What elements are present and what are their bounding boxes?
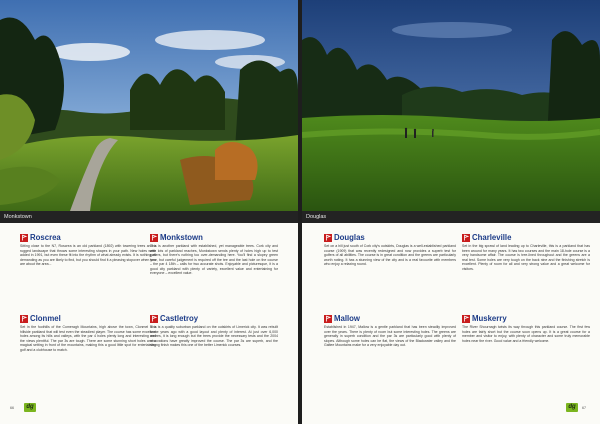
section-body: Set in the big sprawl of land leading up to Charleville, this is a parkland that has been around for many years. It has two courses and the main 18-hole course is a very handsome affair. The course is tree-lined throughout and the greens are a real test. Some holes are very tough on the back nine and the finishing stretch is excellent. Plenty of room for all and very strong value and a great welcome for visitors. bbox=[462, 244, 590, 271]
section-title: Mallow bbox=[334, 314, 360, 323]
section-heading bbox=[324, 314, 456, 324]
monkstown-photo-image bbox=[0, 0, 298, 211]
course-section-douglas bbox=[324, 233, 456, 267]
page-number: 67 bbox=[582, 406, 586, 410]
section-heading bbox=[462, 233, 590, 243]
section-body: The River Shournagh twists its way through this parkland course. The first few holes are fairly short but the course soon opens up. It is a great course for a member and visitor to enjoy, with plenty of character and some truly memorable holes near the river. Good value and a friendly welcome. bbox=[462, 325, 590, 343]
section-title: Clonmel bbox=[30, 314, 61, 323]
douglas-course-photo bbox=[302, 0, 600, 211]
section-heading bbox=[150, 233, 278, 243]
course-section-muskerry bbox=[462, 314, 590, 343]
course-section-mallow bbox=[324, 314, 456, 348]
golf-flag-icon bbox=[462, 315, 470, 323]
golf-flag-icon bbox=[150, 234, 158, 242]
golf-flag-icon bbox=[324, 315, 332, 323]
photo-caption: Douglas bbox=[306, 214, 327, 220]
section-body: This is a quality suburban parkland on the outskirts of Limerick city. It was rebuilt some years ago with a good layout and plenty of interest. At just over 6,000 metres, it is long enough but the trees provide the necessary tests and the 2004 renovations have greatly improved the course. The par 3s are superb, and the strong finish makes this one of the better Limerick courses. bbox=[150, 325, 278, 347]
section-body: This is another parkland with established, yet manageable trees. Cork city and with lots of parkland reaches, Monkstown sends plenty of holes high up to test golfers, but there's nothing too over-demanding here. You'll find a slopey green here, but careful judgement is required off the tee and the last hole on the course – the par 4 18th – calls for two accurate shots. Enjoyable and picturesque, it is a good city parkland with plenty of variety, excellent value and entertaining for everyone – excellent value. bbox=[150, 244, 278, 275]
right-page bbox=[302, 0, 600, 424]
photo-caption: Monkstown bbox=[4, 214, 32, 220]
section-body: Set on a hill just south of Cork city's outskirts, Douglas is a well-established parkland course (1909) that was recently redesigned and now provides a superb test for golfers of all abilities. The course is in great condition and the greens are particularly worth noting. It has a stunning view of the city and is a real favourite with members who enjoy a relaxing round. bbox=[324, 244, 456, 266]
logo-text: dg bbox=[26, 404, 34, 410]
publication-logo bbox=[24, 403, 36, 412]
photo-caption-bar bbox=[302, 211, 600, 223]
section-title: Charleville bbox=[472, 233, 512, 242]
logo-text: dg bbox=[568, 404, 576, 410]
left-page bbox=[0, 0, 298, 424]
section-heading bbox=[324, 233, 456, 243]
section-title: Monkstown bbox=[160, 233, 203, 242]
section-title: Roscrea bbox=[30, 233, 61, 242]
golf-flag-icon bbox=[150, 315, 158, 323]
section-title: Muskerry bbox=[472, 314, 507, 323]
photo-caption-bar bbox=[0, 211, 298, 223]
course-section-charleville bbox=[462, 233, 590, 271]
section-body: Sitting close to the N7, Roscrea is an old parkland (1892) with towering trees and a rugged landscape that throws some interesting shapes in your path. New holes were added in 1991, but even these fit into the rhythm of what already exists. It is nothing as demanding as you are likely to find, but you should find it a pleasing stopover when you are about the area... bbox=[20, 244, 156, 266]
course-section-monkstown bbox=[150, 233, 278, 276]
section-body: Set in the foothills of the Comeragh Mountains, high above the town, Clonmel is a hillside parkland that will test even the steadiest player. The course has some excellent holes among its hills and valleys, with the par 4 holes plenty long and interesting and the views plentiful. The par 3s are tough. There are some stunning short holes and a magical setting in front of the mountains, making this a good little spot for entertaining golf and a clubhouse to match. bbox=[20, 325, 156, 352]
section-body: Established in 1947, Mallow is a gentle parkland that has been steadily improved over the years. There is plenty of room but some interesting holes. The greens are generally in superb condition and the par 3s are particularly good with plenty of slopes. Although some holes can be flat, the views of the Blackwater valley and the Galtee Mountains make for a very enjoyable day out. bbox=[324, 325, 456, 347]
golf-flag-icon bbox=[324, 234, 332, 242]
golf-flag-icon bbox=[20, 315, 28, 323]
golf-flag-icon bbox=[20, 234, 28, 242]
monkstown-course-photo bbox=[0, 0, 298, 211]
course-section-clonmel bbox=[20, 314, 156, 352]
golf-flag-icon bbox=[462, 234, 470, 242]
section-heading bbox=[462, 314, 590, 324]
course-section-roscrea bbox=[20, 233, 156, 267]
section-heading bbox=[20, 314, 156, 324]
page-number: 66 bbox=[10, 406, 14, 410]
section-heading bbox=[20, 233, 156, 243]
publication-logo bbox=[566, 403, 578, 412]
douglas-photo-image bbox=[302, 0, 600, 211]
section-title: Douglas bbox=[334, 233, 365, 242]
course-section-castletroy bbox=[150, 314, 278, 348]
section-title: Castletroy bbox=[160, 314, 199, 323]
section-heading bbox=[150, 314, 278, 324]
